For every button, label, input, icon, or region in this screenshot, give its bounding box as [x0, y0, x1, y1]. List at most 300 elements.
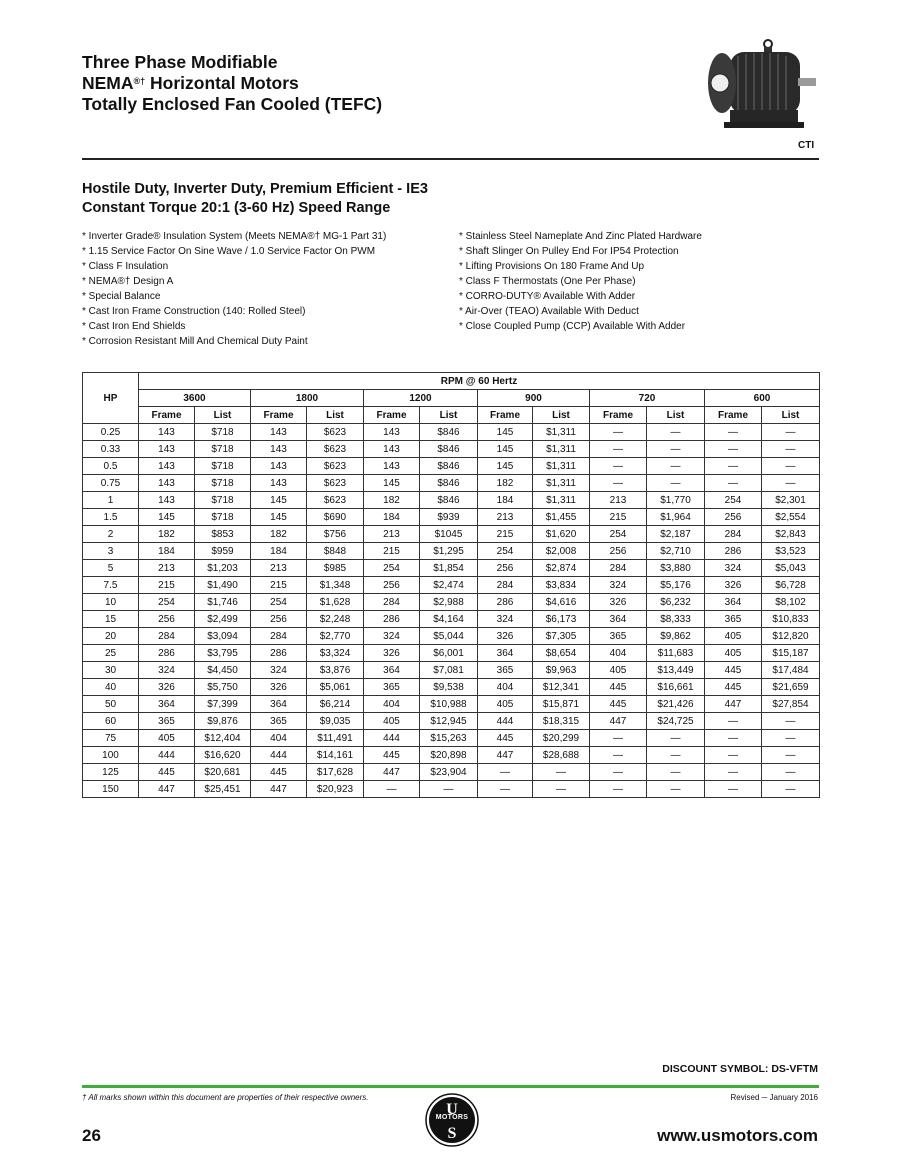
list-price-cell: $1,295: [420, 543, 478, 560]
list-price-cell: $21,426: [647, 696, 705, 713]
feature-item: * Class F Insulation: [82, 261, 169, 272]
table-row: [83, 441, 820, 458]
list-price-cell: $23,904: [420, 764, 478, 781]
frame-cell: 444: [139, 747, 195, 764]
list-price-cell: $9,963: [533, 662, 590, 679]
frame-cell: 365: [364, 679, 420, 696]
list-price-cell: $7,305: [533, 628, 590, 645]
list-price-cell: $1,455: [533, 509, 590, 526]
frame-header: Frame: [478, 407, 533, 424]
frame-cell: 284: [139, 628, 195, 645]
frame-cell: 254: [251, 594, 307, 611]
hp-cell: 150: [83, 781, 139, 798]
list-header: List: [762, 407, 820, 424]
list-price-cell: $1,311: [533, 424, 590, 441]
list-price-cell: —: [647, 730, 705, 747]
table-row: [83, 747, 820, 764]
frame-cell: 447: [364, 764, 420, 781]
list-price-cell: $2,710: [647, 543, 705, 560]
frame-cell: —: [705, 424, 762, 441]
list-price-cell: $1,348: [307, 577, 364, 594]
list-price-cell: $12,945: [420, 713, 478, 730]
list-price-cell: —: [762, 424, 820, 441]
frame-cell: —: [590, 781, 647, 798]
subtitle-line-2: Constant Torque 20:1 (3-60 Hz) Speed Range: [82, 200, 391, 216]
list-price-cell: $5,750: [195, 679, 251, 696]
frame-cell: 184: [478, 492, 533, 509]
list-price-cell: $623: [307, 475, 364, 492]
hp-cell: 7.5: [83, 577, 139, 594]
frame-cell: 324: [251, 662, 307, 679]
list-price-cell: —: [647, 441, 705, 458]
frame-cell: 215: [590, 509, 647, 526]
list-price-cell: $13,449: [647, 662, 705, 679]
list-price-cell: $1,854: [420, 560, 478, 577]
feature-item: * Cast Iron Frame Construction (140: Rolled Steel): [82, 306, 306, 317]
frame-cell: 405: [590, 662, 647, 679]
list-price-cell: $623: [307, 458, 364, 475]
frame-cell: —: [590, 424, 647, 441]
frame-cell: —: [705, 730, 762, 747]
list-price-cell: $3,795: [195, 645, 251, 662]
list-price-cell: $3,324: [307, 645, 364, 662]
frame-cell: —: [590, 747, 647, 764]
trademark-note: † All marks shown within this document are properties of their respective owners.: [82, 1093, 369, 1102]
frame-cell: 447: [705, 696, 762, 713]
list-price-cell: $1,311: [533, 458, 590, 475]
frame-cell: —: [590, 458, 647, 475]
list-price-cell: $6,728: [762, 577, 820, 594]
frame-cell: 326: [364, 645, 420, 662]
list-price-cell: $9,876: [195, 713, 251, 730]
frame-cell: 182: [478, 475, 533, 492]
frame-cell: 286: [478, 594, 533, 611]
hp-cell: 125: [83, 764, 139, 781]
feature-item: * Stainless Steel Nameplate And Zinc Plated Hardware: [459, 231, 702, 242]
list-price-cell: $7,081: [420, 662, 478, 679]
logo-label: MOTORS: [435, 1114, 469, 1121]
list-price-cell: —: [647, 475, 705, 492]
revised-date: Revised ─ January 2016: [730, 1093, 818, 1102]
frame-cell: 215: [139, 577, 195, 594]
table-row: [83, 781, 820, 798]
feature-item: * Shaft Slinger On Pulley End For IP54 Protection: [459, 246, 679, 257]
list-price-cell: —: [647, 781, 705, 798]
table-row: [83, 713, 820, 730]
hp-cell: 2: [83, 526, 139, 543]
frame-cell: —: [705, 441, 762, 458]
table-row: [83, 424, 820, 441]
frame-cell: 405: [364, 713, 420, 730]
frame-cell: 213: [478, 509, 533, 526]
table-row: [83, 696, 820, 713]
list-price-cell: $3,094: [195, 628, 251, 645]
hp-cell: 5: [83, 560, 139, 577]
list-price-cell: —: [762, 747, 820, 764]
frame-cell: 143: [139, 475, 195, 492]
frame-cell: 215: [251, 577, 307, 594]
frame-cell: 143: [251, 424, 307, 441]
list-price-cell: —: [647, 424, 705, 441]
list-price-cell: $2,874: [533, 560, 590, 577]
list-price-cell: $718: [195, 475, 251, 492]
price-table-body: [83, 424, 820, 798]
hp-cell: 40: [83, 679, 139, 696]
svg-text:S: S: [447, 1125, 457, 1142]
frame-cell: 444: [251, 747, 307, 764]
frame-cell: 445: [590, 679, 647, 696]
frame-cell: 405: [705, 645, 762, 662]
frame-cell: 215: [478, 526, 533, 543]
frame-cell: 445: [478, 730, 533, 747]
list-price-cell: $3,880: [647, 560, 705, 577]
page-title: [82, 52, 382, 115]
frame-cell: —: [478, 781, 533, 798]
feature-item: * Close Coupled Pump (CCP) Available With Adder: [459, 321, 686, 332]
frame-cell: —: [590, 441, 647, 458]
hp-cell: 30: [83, 662, 139, 679]
table-row: [83, 645, 820, 662]
frame-cell: 326: [705, 577, 762, 594]
list-price-cell: $718: [195, 458, 251, 475]
frame-cell: 143: [364, 458, 420, 475]
frame-cell: 447: [251, 781, 307, 798]
list-header: List: [533, 407, 590, 424]
list-price-cell: $12,404: [195, 730, 251, 747]
list-price-cell: $623: [307, 492, 364, 509]
list-price-cell: —: [762, 781, 820, 798]
list-price-cell: $8,654: [533, 645, 590, 662]
list-price-cell: $12,820: [762, 628, 820, 645]
frame-cell: 256: [478, 560, 533, 577]
frame-cell: 182: [251, 526, 307, 543]
list-header: List: [307, 407, 364, 424]
frame-cell: 254: [590, 526, 647, 543]
frame-cell: 405: [705, 628, 762, 645]
list-price-cell: $3,834: [533, 577, 590, 594]
frame-cell: —: [705, 458, 762, 475]
list-price-cell: $2,301: [762, 492, 820, 509]
frame-cell: 445: [251, 764, 307, 781]
frame-cell: 143: [139, 441, 195, 458]
list-price-cell: $21,659: [762, 679, 820, 696]
table-row: [83, 730, 820, 747]
list-price-cell: $5,043: [762, 560, 820, 577]
hp-cell: 0.5: [83, 458, 139, 475]
frame-cell: 404: [364, 696, 420, 713]
list-price-cell: $7,399: [195, 696, 251, 713]
motor-product-image: [700, 38, 820, 138]
frame-cell: —: [705, 781, 762, 798]
list-price-cell: $2,988: [420, 594, 478, 611]
frame-cell: 326: [478, 628, 533, 645]
frame-cell: 184: [139, 543, 195, 560]
footer-divider: [82, 1085, 819, 1088]
frame-cell: 324: [139, 662, 195, 679]
list-price-cell: —: [647, 458, 705, 475]
list-price-cell: $8,333: [647, 611, 705, 628]
frame-cell: 286: [251, 645, 307, 662]
hp-cell: 10: [83, 594, 139, 611]
frame-cell: 324: [364, 628, 420, 645]
frame-cell: 143: [364, 441, 420, 458]
speed-header: 720: [590, 390, 705, 407]
frame-cell: 145: [139, 509, 195, 526]
list-price-cell: $1,203: [195, 560, 251, 577]
list-price-cell: $9,035: [307, 713, 364, 730]
svg-text:U: U: [446, 1101, 458, 1118]
frame-cell: 284: [364, 594, 420, 611]
frame-cell: 184: [364, 509, 420, 526]
frame-cell: 447: [139, 781, 195, 798]
feature-item: * Inverter Grade® Insulation System (Meets NEMA®† MG-1 Part 31): [82, 231, 387, 242]
list-price-cell: —: [762, 764, 820, 781]
feature-item: * 1.15 Service Factor On Sine Wave / 1.0 Service Factor On PWM: [82, 246, 376, 257]
features-right-list: [459, 229, 702, 334]
frame-cell: 254: [139, 594, 195, 611]
list-price-cell: $846: [420, 458, 478, 475]
list-price-cell: $15,263: [420, 730, 478, 747]
table-row: [83, 526, 820, 543]
feature-item: * Corrosion Resistant Mill And Chemical Duty Paint: [82, 336, 308, 347]
frame-cell: 256: [251, 611, 307, 628]
frame-cell: 256: [364, 577, 420, 594]
frame-cell: 324: [590, 577, 647, 594]
list-price-cell: $4,450: [195, 662, 251, 679]
table-row: [83, 560, 820, 577]
frame-cell: 143: [251, 475, 307, 492]
frame-cell: 364: [590, 611, 647, 628]
title-line-3: Totally Enclosed Fan Cooled (TEFC): [82, 94, 383, 114]
title-line-2: [82, 73, 382, 94]
frame-cell: 445: [705, 662, 762, 679]
price-table: [82, 372, 820, 798]
frame-cell: 213: [251, 560, 307, 577]
header-divider: [82, 158, 819, 160]
frame-cell: —: [705, 475, 762, 492]
list-price-cell: $718: [195, 492, 251, 509]
speed-header: 1800: [251, 390, 364, 407]
table-row: [83, 492, 820, 509]
frame-cell: 365: [705, 611, 762, 628]
frame-cell: 182: [139, 526, 195, 543]
list-price-cell: $1,311: [533, 492, 590, 509]
frame-cell: —: [590, 730, 647, 747]
list-price-cell: $1,311: [533, 441, 590, 458]
list-price-cell: $718: [195, 509, 251, 526]
speed-header: 900: [478, 390, 590, 407]
frame-cell: 365: [590, 628, 647, 645]
website-link[interactable]: www.usmotors.com: [657, 1126, 818, 1145]
frame-cell: 324: [478, 611, 533, 628]
title-horizontal-motors: Horizontal Motors: [145, 73, 299, 93]
frame-cell: 143: [139, 424, 195, 441]
frame-cell: 445: [364, 747, 420, 764]
frame-cell: 324: [705, 560, 762, 577]
frame-cell: 445: [590, 696, 647, 713]
list-header: List: [647, 407, 705, 424]
list-price-cell: $17,628: [307, 764, 364, 781]
list-price-cell: $3,523: [762, 543, 820, 560]
list-price-cell: $8,102: [762, 594, 820, 611]
list-price-cell: $3,876: [307, 662, 364, 679]
list-price-cell: $2,770: [307, 628, 364, 645]
list-price-cell: $4,616: [533, 594, 590, 611]
frame-cell: 447: [590, 713, 647, 730]
frame-cell: 365: [139, 713, 195, 730]
list-price-cell: $17,484: [762, 662, 820, 679]
list-price-cell: $939: [420, 509, 478, 526]
frame-cell: 213: [590, 492, 647, 509]
list-price-cell: $10,833: [762, 611, 820, 628]
frame-cell: 145: [251, 509, 307, 526]
list-price-cell: $1,620: [533, 526, 590, 543]
frame-cell: 145: [251, 492, 307, 509]
frame-cell: —: [478, 764, 533, 781]
list-price-cell: $4,164: [420, 611, 478, 628]
list-price-cell: $14,161: [307, 747, 364, 764]
section-subtitle: [82, 180, 428, 218]
frame-cell: 254: [705, 492, 762, 509]
feature-item: * Cast Iron End Shields: [82, 321, 186, 332]
table-row: [83, 628, 820, 645]
list-price-cell: $20,923: [307, 781, 364, 798]
list-price-cell: $27,854: [762, 696, 820, 713]
frame-cell: 254: [478, 543, 533, 560]
hp-header: HP: [83, 373, 139, 424]
frame-cell: 284: [705, 526, 762, 543]
speed-header: 3600: [139, 390, 251, 407]
list-price-cell: $20,299: [533, 730, 590, 747]
list-price-cell: $16,661: [647, 679, 705, 696]
list-header: List: [420, 407, 478, 424]
hp-cell: 25: [83, 645, 139, 662]
hp-cell: 100: [83, 747, 139, 764]
list-price-cell: —: [762, 475, 820, 492]
list-price-cell: $15,871: [533, 696, 590, 713]
table-row: [83, 458, 820, 475]
frame-header: Frame: [139, 407, 195, 424]
list-price-cell: $846: [420, 424, 478, 441]
hp-cell: 1.5: [83, 509, 139, 526]
frame-cell: 256: [705, 509, 762, 526]
list-price-cell: $5,176: [647, 577, 705, 594]
frame-cell: 284: [251, 628, 307, 645]
list-price-cell: $2,248: [307, 611, 364, 628]
list-price-cell: $20,681: [195, 764, 251, 781]
list-price-cell: —: [647, 747, 705, 764]
list-price-cell: $5,061: [307, 679, 364, 696]
frame-cell: 326: [590, 594, 647, 611]
frame-cell: 256: [139, 611, 195, 628]
list-price-cell: $1,628: [307, 594, 364, 611]
list-price-cell: $718: [195, 441, 251, 458]
frame-cell: 284: [478, 577, 533, 594]
frame-cell: —: [364, 781, 420, 798]
title-nema: NEMA: [82, 73, 134, 93]
hp-cell: 0.33: [83, 441, 139, 458]
frame-cell: 444: [364, 730, 420, 747]
feature-item: * Special Balance: [82, 291, 161, 302]
product-code: CTI: [798, 140, 815, 151]
frame-cell: 364: [364, 662, 420, 679]
list-price-cell: $985: [307, 560, 364, 577]
hp-cell: 0.75: [83, 475, 139, 492]
list-price-cell: $2,554: [762, 509, 820, 526]
hp-cell: 50: [83, 696, 139, 713]
frame-cell: 326: [251, 679, 307, 696]
frame-cell: 143: [139, 492, 195, 509]
list-price-cell: —: [762, 441, 820, 458]
features-left-list: [82, 229, 386, 349]
frame-cell: 364: [705, 594, 762, 611]
list-price-cell: $690: [307, 509, 364, 526]
frame-cell: 145: [364, 475, 420, 492]
speed-header: 600: [705, 390, 820, 407]
table-row: [83, 509, 820, 526]
feature-item: * CORRO-DUTY® Available With Adder: [459, 291, 636, 302]
list-price-cell: $6,173: [533, 611, 590, 628]
list-price-cell: $28,688: [533, 747, 590, 764]
frame-cell: 213: [364, 526, 420, 543]
rpm-header: RPM @ 60 Hertz: [139, 373, 820, 390]
frame-cell: 215: [364, 543, 420, 560]
frame-cell: 213: [139, 560, 195, 577]
frame-cell: 364: [251, 696, 307, 713]
frame-cell: 143: [364, 424, 420, 441]
list-price-cell: $623: [307, 441, 364, 458]
list-price-cell: $16,620: [195, 747, 251, 764]
frame-header: Frame: [364, 407, 420, 424]
discount-symbol: DISCOUNT SYMBOL: DS-VFTM: [662, 1063, 818, 1075]
frame-cell: 405: [139, 730, 195, 747]
speed-header: 1200: [364, 390, 478, 407]
list-price-cell: $11,683: [647, 645, 705, 662]
list-price-cell: $853: [195, 526, 251, 543]
frame-cell: —: [705, 747, 762, 764]
list-price-cell: $2,843: [762, 526, 820, 543]
hp-cell: 60: [83, 713, 139, 730]
list-price-cell: $718: [195, 424, 251, 441]
list-price-cell: $24,725: [647, 713, 705, 730]
list-price-cell: $1,964: [647, 509, 705, 526]
list-price-cell: $12,341: [533, 679, 590, 696]
frame-cell: 286: [364, 611, 420, 628]
list-price-cell: —: [762, 730, 820, 747]
list-price-cell: $9,538: [420, 679, 478, 696]
title-line-1: Three Phase Modifiable: [82, 52, 278, 72]
frame-cell: 145: [478, 424, 533, 441]
frame-cell: 365: [478, 662, 533, 679]
table-row: [83, 594, 820, 611]
frame-cell: 143: [251, 441, 307, 458]
subtitle-line-1: Hostile Duty, Inverter Duty, Premium Efficient - IE3: [82, 181, 428, 197]
frame-header: Frame: [251, 407, 307, 424]
list-header: List: [195, 407, 251, 424]
feature-item: * Lifting Provisions On 180 Frame And Up: [459, 261, 645, 272]
hp-cell: 0.25: [83, 424, 139, 441]
list-price-cell: $2,474: [420, 577, 478, 594]
frame-cell: 286: [705, 543, 762, 560]
list-price-cell: $959: [195, 543, 251, 560]
frame-cell: —: [590, 764, 647, 781]
list-price-cell: $1,746: [195, 594, 251, 611]
list-price-cell: —: [762, 458, 820, 475]
list-price-cell: $20,898: [420, 747, 478, 764]
list-price-cell: $10,988: [420, 696, 478, 713]
frame-cell: 145: [478, 441, 533, 458]
frame-header: Frame: [705, 407, 762, 424]
